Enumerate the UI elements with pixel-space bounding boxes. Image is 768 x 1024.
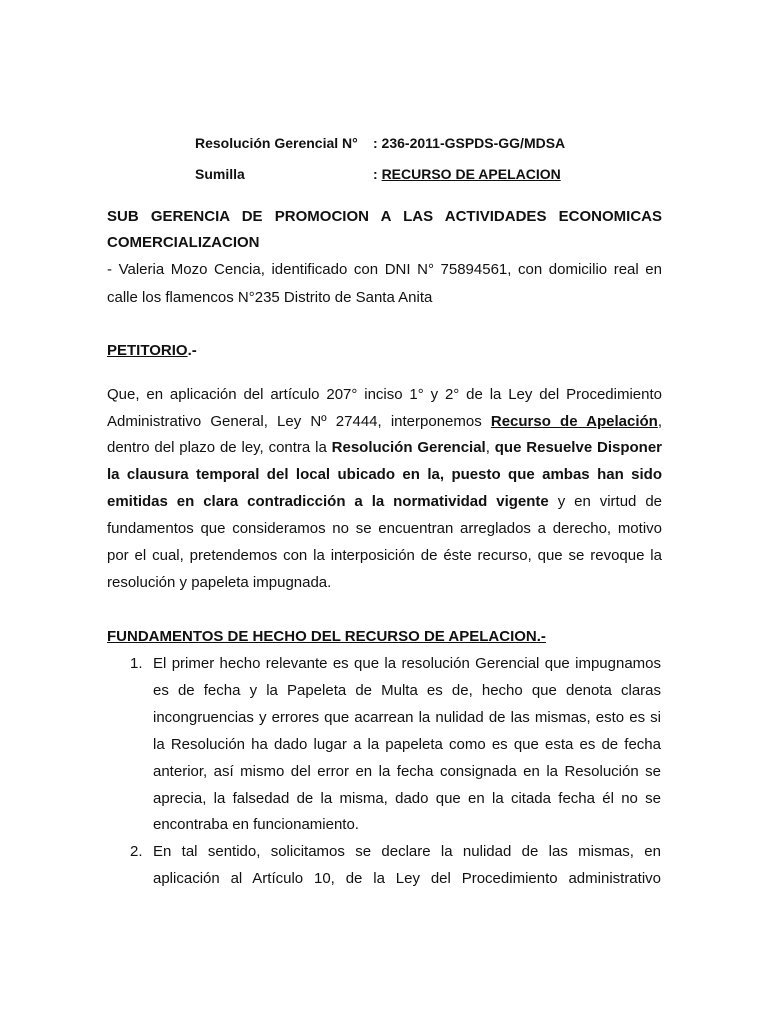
intro-line-2: calle los flamencos N°235 Distrito de Santa Anita (107, 289, 433, 306)
list-item-line: En tal sentido, solicitamos se declare la nulidad de las mismas, en (153, 843, 661, 860)
petitorio-line-3 (107, 434, 662, 461)
addressee-line-2: COMERCIALIZACION (107, 234, 260, 251)
list-item-number: 2. (130, 843, 143, 860)
list-item-line: encontraba en funcionamiento. (153, 816, 359, 833)
list-item-line: la Resolución ha dado lugar a la papeleta como es que esta es de fecha (153, 736, 661, 753)
resolution-number: : 236-2011-GSPDS-GG/MDSA (373, 135, 566, 151)
resolution-label: Resolución Gerencial N° (195, 135, 358, 151)
list-item-number: 1. (130, 655, 143, 672)
sumilla-text: RECURSO DE APELACION (381, 166, 561, 182)
petitorio-heading-suffix: .- (187, 342, 197, 359)
list-item-line: es de fecha y la Papeleta de Multa es de, hecho que denota claras (153, 682, 661, 699)
fundamentos-heading: FUNDAMENTOS DE HECHO DEL RECURSO DE APELACION.- (107, 628, 546, 645)
intro-line-1: - Valeria Mozo Cencia, identificado con DNI N° 75894561, con domicilio real en (107, 261, 662, 278)
sumilla-colon: : (373, 166, 382, 182)
list-item-line: aprecia, la falsedad de la misma, dado que en la citada fecha él no se (153, 790, 661, 807)
petitorio-text: dentro del plazo de ley, contra la (107, 439, 332, 456)
sumilla-value (373, 164, 561, 184)
petitorio-line-5 (107, 488, 662, 515)
recurso-apelacion-text: Recurso de Apelación (490, 413, 658, 430)
petitorio-line-6: fundamentos que consideramos no se encuentran arreglados a derecho, motivo (107, 520, 662, 537)
contradiccion-text: emitidas en clara contradicción a la normatividad vigente (107, 493, 549, 510)
petitorio-text: , (485, 439, 495, 456)
petitorio-text: y en virtud de (548, 493, 663, 510)
petitorio-text: Administrativo General, Ley Nº 27444, interponemos (107, 413, 491, 430)
list-item-line: anterior, así mismo del error en la fecha consignada en la Resolución se (153, 763, 661, 780)
addressee-line-1: SUB GERENCIA DE PROMOCION A LAS ACTIVIDADES ECONOMICAS (107, 208, 662, 225)
list-item-line: El primer hecho relevante es que la resolución Gerencial que impugnamos (153, 655, 661, 672)
petitorio-heading-text: PETITORIO (107, 342, 188, 359)
petitorio-line-2 (107, 408, 662, 435)
petitorio-heading (107, 337, 662, 364)
resolucion-gerencial-text: Resolución Gerencial (331, 439, 486, 456)
list-item-line: aplicación al Artículo 10, de la Ley del Procedimiento administrativo (153, 870, 661, 887)
list-item-line: incongruencias y errores que acarrean la nulidad de las mismas, esto es si (153, 709, 661, 726)
petitorio-line-7: por el cual, pretendemos con la interposición de éste recurso, que se revoque la (107, 547, 662, 564)
petitorio-line-8: resolución y papeleta impugnada. (107, 574, 332, 591)
sumilla-label: Sumilla (195, 166, 245, 182)
petitorio-text: , (657, 413, 662, 430)
petitorio-line-4: la clausura temporal del local ubicado en la, puesto que ambas han sido (107, 466, 662, 483)
petitorio-line-1: Que, en aplicación del artículo 207° inciso 1° y 2° de la Ley del Procedimiento (107, 386, 662, 403)
resuelve-disponer-text: que Resuelve Disponer (494, 439, 663, 456)
